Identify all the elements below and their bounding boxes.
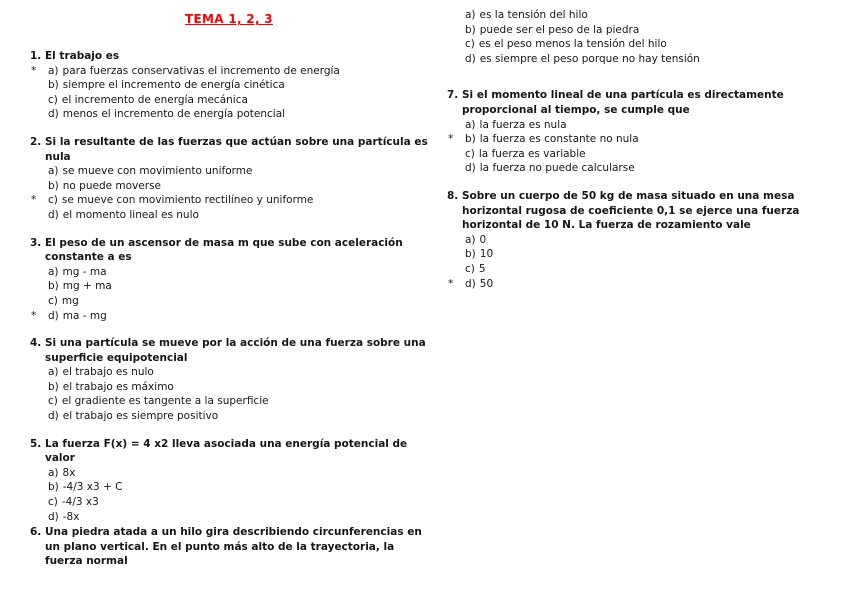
question-number: 5. (30, 437, 42, 450)
question-number: 3. (30, 236, 42, 249)
option-d (30, 208, 428, 223)
correct-answer-marker (30, 208, 48, 223)
option-content (465, 161, 819, 176)
question-stem-row (30, 49, 428, 64)
option-text: el trabajo es siempre positivo (62, 410, 219, 423)
option-label: a) (48, 64, 59, 77)
option-label: c) (48, 395, 58, 408)
question-8 (447, 189, 819, 291)
option-text: el trabajo es máximo (62, 380, 174, 393)
option-label: b) (48, 380, 59, 393)
option-d (30, 107, 428, 122)
correct-answer-marker (447, 118, 465, 133)
option-c (447, 262, 819, 277)
option-text: 50 (479, 277, 494, 290)
exam-title: TEMA 1, 2, 3 (185, 12, 273, 26)
correct-answer-marker (447, 247, 465, 262)
correct-answer-marker (30, 409, 48, 424)
option-content (465, 132, 819, 147)
option-content (48, 466, 428, 481)
option-text: 0 (479, 233, 487, 246)
option-text: puede ser el peso de la piedra (479, 23, 640, 36)
option-b (30, 179, 428, 194)
option-label: d) (48, 208, 59, 221)
option-a (30, 265, 428, 280)
question-4 (30, 336, 428, 424)
option-c (447, 147, 819, 162)
option-text: 8x (62, 466, 76, 479)
correct-answer-marker (30, 93, 48, 108)
question-stem: Si el momento lineal de una partícula es directamente proporcional al tiempo, se cumple que (462, 89, 784, 116)
option-label: a) (48, 366, 59, 379)
option-content (48, 208, 428, 223)
question-3 (30, 236, 428, 324)
question-stem-row (30, 336, 428, 365)
option-content (465, 37, 819, 52)
option-label: c) (48, 194, 58, 207)
option-c (30, 495, 428, 510)
option-a (447, 233, 819, 248)
question-7 (447, 88, 819, 176)
option-label: b) (465, 248, 476, 261)
option-content (48, 380, 428, 395)
option-text: mg + ma (62, 280, 112, 293)
right-column (447, 8, 819, 304)
correct-answer-marker (447, 8, 465, 23)
correct-answer-marker (30, 380, 48, 395)
option-label: b) (48, 481, 59, 494)
option-content (48, 309, 428, 324)
question-number: 2. (30, 135, 42, 148)
question-stem: Si una partícula se mueve por la acción de una fuerza sobre una superficie equipotencial (45, 337, 426, 364)
option-label: b) (465, 23, 476, 36)
option-c (30, 93, 428, 108)
option-label: c) (48, 294, 58, 307)
question-5 (30, 437, 428, 525)
question-stem: El peso de un ascensor de masa m que sube con aceleración constante a es (45, 236, 403, 264)
option-content (48, 93, 428, 108)
question-stem: La fuerza F(x) = 4 x2 lleva asociada una energía potencial de valor (45, 437, 408, 465)
option-a (30, 466, 428, 481)
option-d (30, 510, 428, 525)
correct-answer-marker (447, 52, 465, 67)
question-2 (30, 135, 428, 223)
option-a (447, 118, 819, 133)
option-content (465, 52, 819, 67)
question-stem-row (447, 88, 819, 117)
option-label: a) (465, 118, 476, 131)
correct-answer-marker (30, 510, 48, 525)
option-content (465, 277, 819, 292)
option-label: d) (48, 410, 59, 423)
option-content (48, 279, 428, 294)
correct-answer-marker (447, 161, 465, 176)
option-label: d) (465, 162, 476, 175)
option-text: para fuerzas conservativas el incremento de energía (62, 64, 340, 77)
option-text: el gradiente es tangente a la superficie (61, 395, 269, 408)
option-content (465, 247, 819, 262)
option-text: menos el incremento de energía potencial (62, 108, 286, 121)
option-text: siempre el incremento de energía cinética (62, 79, 285, 92)
option-content (465, 118, 819, 133)
option-text: el momento lineal es nulo (62, 208, 199, 221)
question-number: 4. (30, 337, 42, 350)
question-stem-row (30, 236, 428, 265)
option-content (48, 495, 428, 510)
option-text: -8x (62, 510, 80, 523)
option-d (30, 409, 428, 424)
option-content (48, 193, 428, 208)
option-text: es la tensión del hilo (479, 9, 588, 21)
option-label: a) (48, 265, 59, 278)
option-c (447, 37, 819, 52)
question-number: 8. (447, 189, 459, 202)
option-label: c) (465, 38, 475, 51)
option-text: la fuerza es nula (479, 118, 567, 131)
correct-answer-marker: * (31, 194, 37, 207)
question-6 (30, 525, 428, 569)
option-content (48, 510, 428, 525)
option-text: -4/3 x3 + C (62, 481, 123, 494)
option-text: la fuerza es constante no nula (479, 133, 639, 146)
option-c (30, 294, 428, 309)
correct-answer-marker (30, 294, 48, 309)
option-c (30, 193, 428, 208)
correct-answer-marker (30, 164, 48, 179)
option-a (30, 365, 428, 380)
option-d (447, 277, 819, 292)
option-text: la fuerza es variable (478, 147, 586, 160)
option-content (48, 294, 428, 309)
option-label: a) (465, 233, 476, 246)
option-content (48, 394, 428, 409)
option-label: a) (48, 165, 59, 178)
option-content (465, 8, 819, 23)
option-label: d) (48, 108, 59, 121)
question-6-options-continued (447, 8, 819, 66)
correct-answer-marker (30, 265, 48, 280)
option-label: c) (465, 262, 475, 275)
option-content (48, 265, 428, 280)
option-text: el incremento de energía mecánica (61, 93, 248, 106)
option-a (30, 64, 428, 79)
correct-answer-marker: * (448, 133, 454, 146)
option-label: d) (465, 52, 476, 65)
correct-answer-marker (30, 279, 48, 294)
correct-answer-marker (30, 78, 48, 93)
option-label: a) (48, 466, 59, 479)
question-stem-row (30, 525, 428, 569)
correct-answer-marker: * (31, 64, 37, 77)
option-label: d) (48, 309, 59, 322)
correct-answer-marker (447, 233, 465, 248)
option-a (447, 8, 819, 23)
option-text: 5 (478, 262, 486, 275)
option-label: c) (465, 147, 475, 160)
option-content (465, 23, 819, 38)
left-column (30, 8, 428, 582)
option-d (447, 161, 819, 176)
option-label: b) (48, 79, 59, 92)
option-text: el trabajo es nulo (62, 366, 154, 379)
question-stem: Una piedra atada a un hilo gira describiendo circunferencias en un plano vertical. En el punto más alto de la trayectoria, la fuerza normal (45, 526, 422, 568)
option-label: c) (48, 93, 58, 106)
option-content (48, 78, 428, 93)
question-number: 7. (447, 89, 459, 102)
option-b (30, 480, 428, 495)
option-content (48, 480, 428, 495)
option-text: mg - ma (62, 265, 107, 278)
option-label: b) (48, 179, 59, 192)
option-content (48, 64, 428, 79)
option-content (465, 233, 819, 248)
option-d (30, 309, 428, 324)
correct-answer-marker (30, 365, 48, 380)
option-label: c) (48, 496, 58, 509)
option-content (465, 262, 819, 277)
question-number: 6. (30, 526, 42, 539)
option-content (48, 107, 428, 122)
option-text: ma - mg (62, 309, 107, 322)
question-stem: Si la resultante de las fuerzas que actúan sobre una partícula es nula (45, 135, 428, 163)
option-label: b) (465, 133, 476, 146)
option-text: se mueve con movimiento rectilíneo y uniforme (61, 194, 314, 207)
question-stem: El trabajo es (45, 50, 120, 62)
option-b (30, 380, 428, 395)
correct-answer-marker: * (448, 277, 454, 290)
option-b (447, 23, 819, 38)
correct-answer-marker (30, 394, 48, 409)
option-content (465, 147, 819, 162)
correct-answer-marker (30, 466, 48, 481)
correct-answer-marker (447, 147, 465, 162)
option-label: a) (465, 9, 476, 21)
option-b (447, 247, 819, 262)
option-label: d) (48, 510, 59, 523)
option-b (447, 132, 819, 147)
correct-answer-marker (30, 179, 48, 194)
question-stem-row (30, 437, 428, 466)
correct-answer-marker (30, 480, 48, 495)
option-d (447, 52, 819, 67)
option-text: mg (61, 294, 79, 307)
question-stem-row (447, 189, 819, 233)
option-b (30, 78, 428, 93)
correct-answer-marker (447, 37, 465, 52)
option-text: se mueve con movimiento uniforme (62, 165, 253, 178)
option-text: 10 (479, 248, 494, 261)
option-label: d) (465, 277, 476, 290)
correct-answer-marker: * (31, 309, 37, 322)
correct-answer-marker (30, 107, 48, 122)
question-number: 1. (30, 50, 42, 62)
correct-answer-marker (447, 262, 465, 277)
correct-answer-marker (30, 495, 48, 510)
correct-answer-marker (447, 23, 465, 38)
question-1 (30, 49, 428, 122)
option-text: la fuerza no puede calcularse (479, 162, 635, 175)
option-text: es el peso menos la tensión del hilo (478, 38, 667, 51)
option-text: es siempre el peso porque no hay tensión (479, 52, 700, 65)
option-b (30, 279, 428, 294)
option-content (48, 179, 428, 194)
option-c (30, 394, 428, 409)
option-label: b) (48, 280, 59, 293)
option-content (48, 409, 428, 424)
option-content (48, 365, 428, 380)
option-text: no puede moverse (62, 179, 161, 192)
option-text: -4/3 x3 (61, 496, 99, 509)
option-a (30, 164, 428, 179)
question-stem: Sobre un cuerpo de 50 kg de masa situado en una mesa horizontal rugosa de coeficiente 0,1 se ejerce una fuerza horizontal de 10 N. La fuerza de rozamiento vale (462, 189, 800, 232)
question-stem-row (30, 135, 428, 164)
option-content (48, 164, 428, 179)
